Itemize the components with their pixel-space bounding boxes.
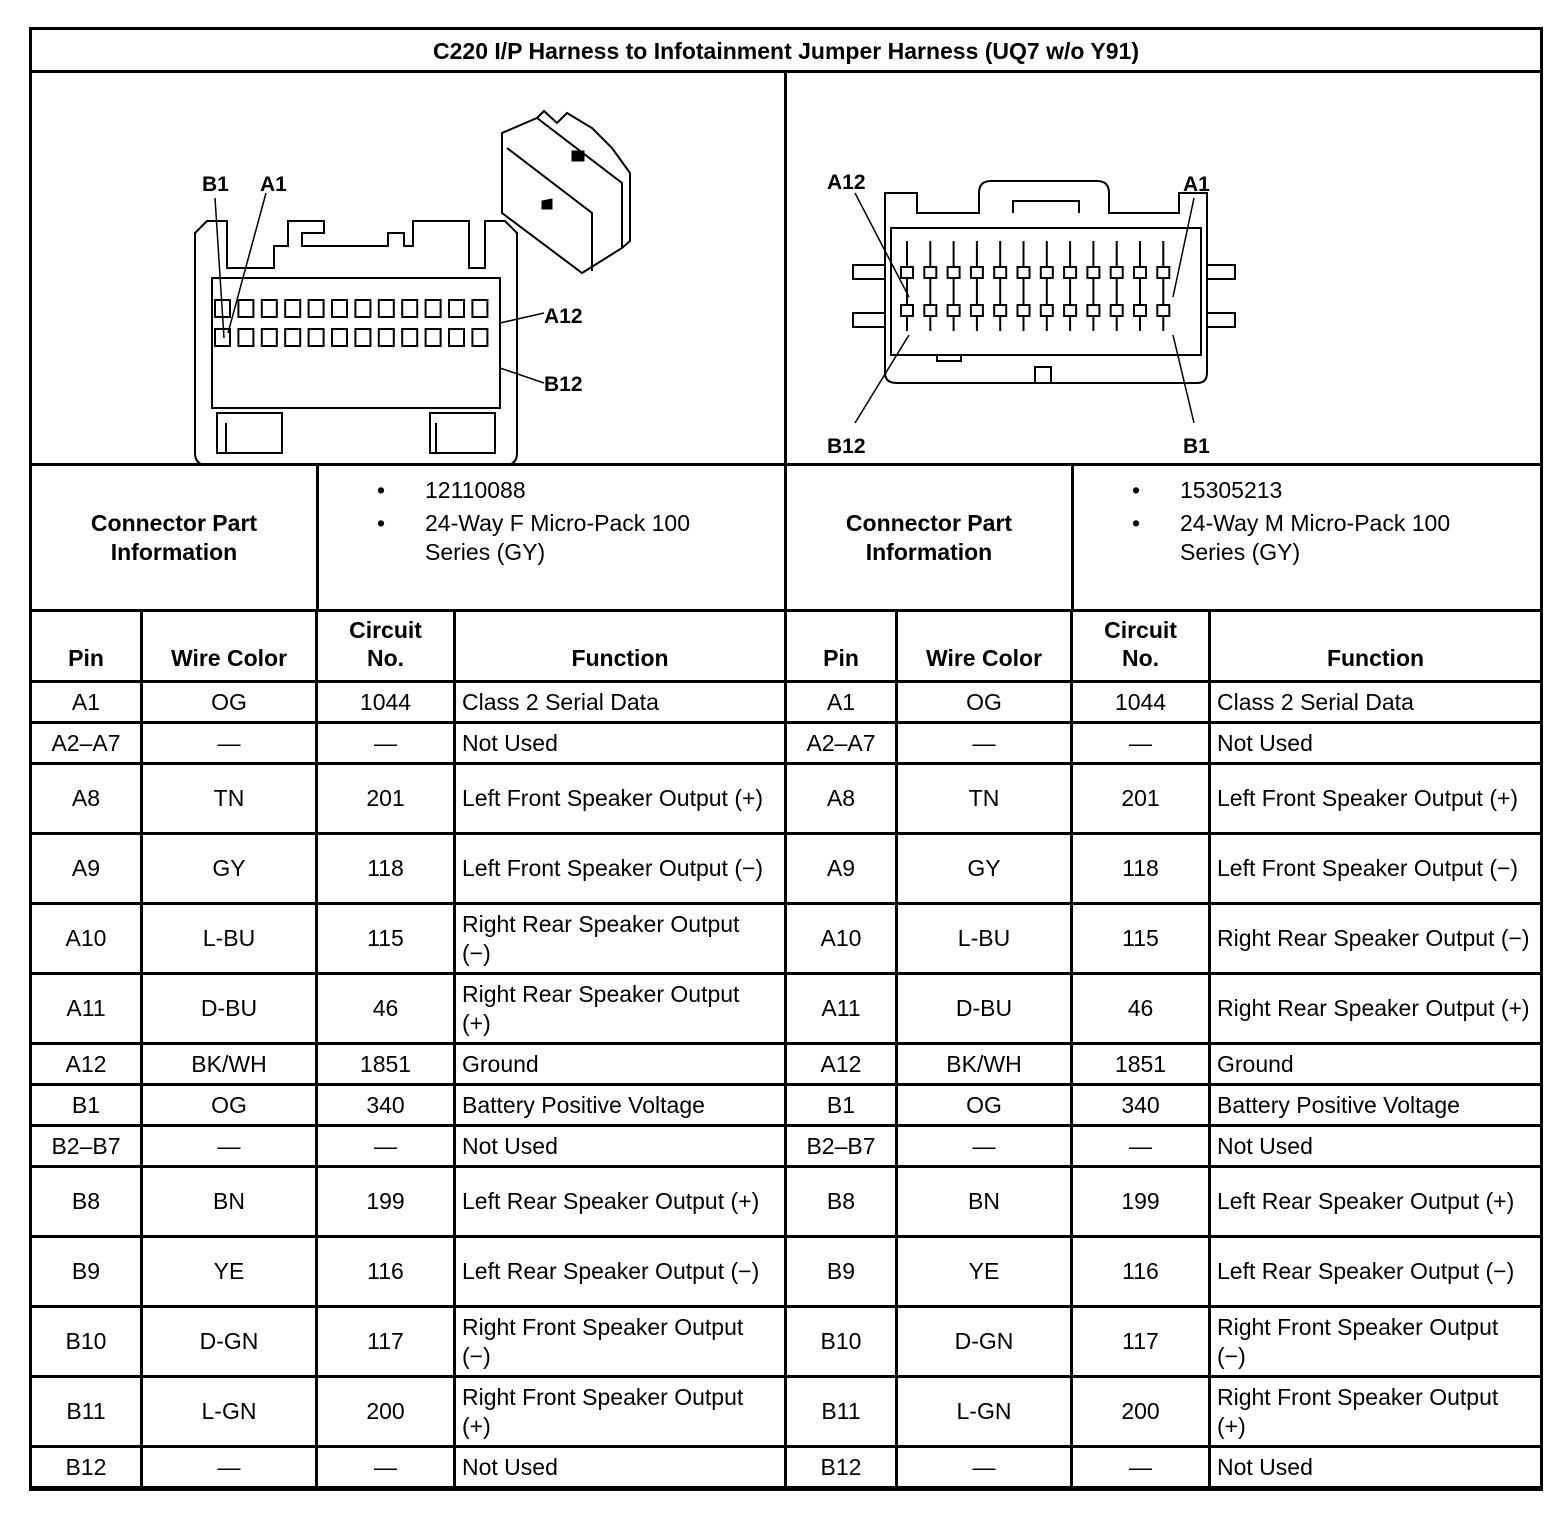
pin-cavity <box>1111 267 1123 278</box>
wire-color-cell: OG <box>897 682 1072 723</box>
pin-cell: B1 <box>786 1085 897 1126</box>
pin-cavity <box>948 305 960 316</box>
pin-cavity <box>971 267 983 278</box>
wire-color-cell: YE <box>142 1237 317 1307</box>
pin-cell: A8 <box>31 764 142 834</box>
wire-color-cell: — <box>897 1447 1072 1488</box>
left-pin-table <box>29 609 787 1489</box>
wire-color-cell: GY <box>142 834 317 904</box>
circuit-cell: 115 <box>1072 904 1210 974</box>
table-row <box>31 1447 786 1488</box>
pin-cavity <box>472 300 487 317</box>
pin-cavity <box>379 329 394 346</box>
function-cell: Left Front Speaker Output (+) <box>455 764 786 834</box>
circuit-cell: — <box>317 1447 455 1488</box>
pin-cavity <box>332 329 347 346</box>
col-header-wire-color: Wire Color <box>142 611 317 682</box>
pin-cell: A11 <box>786 974 897 1044</box>
pin-cavity <box>449 300 464 317</box>
pin-cavity <box>1018 305 1030 316</box>
list-item: • 24-Way M Micro-Pack 100 Series (GY) <box>1132 510 1451 565</box>
pin-cavity <box>1134 305 1146 316</box>
label-a1: A1 <box>1183 173 1210 196</box>
pin-cell: B10 <box>786 1307 897 1377</box>
circuit-cell: 199 <box>1072 1167 1210 1237</box>
pin-cavity <box>332 300 347 317</box>
label-b1: B1 <box>202 173 229 196</box>
circuit-cell: 1044 <box>1072 682 1210 723</box>
wire-color-cell: TN <box>897 764 1072 834</box>
function-cell: Right Rear Speaker Output (+) <box>455 974 786 1044</box>
col-header-pin: Pin <box>31 611 142 682</box>
pin-cavity <box>1157 267 1169 278</box>
function-cell: Left Front Speaker Output (−) <box>1210 834 1542 904</box>
pin-cell: B8 <box>31 1167 142 1237</box>
circuit-cell: 199 <box>317 1167 455 1237</box>
pin-cavity <box>238 300 253 317</box>
circuit-cell: 46 <box>317 974 455 1044</box>
pin-cavity <box>994 267 1006 278</box>
function-cell: Left Rear Speaker Output (−) <box>455 1237 786 1307</box>
wire-color-cell: — <box>142 1447 317 1488</box>
table-row <box>31 974 786 1044</box>
wire-color-cell: BN <box>897 1167 1072 1237</box>
pin-cell: A12 <box>786 1044 897 1085</box>
function-cell: Battery Positive Voltage <box>455 1085 786 1126</box>
function-cell: Battery Positive Voltage <box>1210 1085 1542 1126</box>
pin-cell: B11 <box>31 1377 142 1447</box>
label-b12: B12 <box>827 435 866 458</box>
col-header-wire-color: Wire Color <box>897 611 1072 682</box>
function-cell: Right Front Speaker Output (−) <box>455 1307 786 1377</box>
table-row <box>786 904 1542 974</box>
pin-cavity <box>285 329 300 346</box>
pin-cavity <box>924 305 936 316</box>
wire-color-cell: OG <box>142 682 317 723</box>
wire-color-cell: L-BU <box>142 904 317 974</box>
circuit-cell: 201 <box>1072 764 1210 834</box>
pin-cavity <box>901 267 913 278</box>
function-cell: Right Rear Speaker Output (−) <box>455 904 786 974</box>
table-row <box>31 1044 786 1085</box>
function-cell: Left Rear Speaker Output (+) <box>455 1167 786 1237</box>
pin-cavity <box>1064 305 1076 316</box>
wire-color-cell: D-BU <box>142 974 317 1044</box>
pin-cell: A1 <box>31 682 142 723</box>
function-cell: Not Used <box>1210 723 1542 764</box>
table-row <box>31 904 786 974</box>
pin-cavity <box>285 300 300 317</box>
pin-cavity <box>402 329 417 346</box>
pin-cavity <box>901 305 913 316</box>
wire-color-cell: — <box>897 1126 1072 1167</box>
circuit-cell: — <box>317 1126 455 1167</box>
pin-cavity <box>1157 305 1169 316</box>
wire-color-cell: D-GN <box>897 1307 1072 1377</box>
circuit-cell: 46 <box>1072 974 1210 1044</box>
pin-cavity <box>948 267 960 278</box>
circuit-cell: 340 <box>1072 1085 1210 1126</box>
left-part-info <box>319 476 784 567</box>
pin-cell: A1 <box>786 682 897 723</box>
wire-color-cell: — <box>897 723 1072 764</box>
pin-cell: B11 <box>786 1377 897 1447</box>
function-cell: Class 2 Serial Data <box>455 682 786 723</box>
circuit-cell: 200 <box>317 1377 455 1447</box>
function-cell: Left Rear Speaker Output (+) <box>1210 1167 1542 1237</box>
pin-cell: B12 <box>31 1447 142 1488</box>
circuit-cell: 118 <box>1072 834 1210 904</box>
wire-color-cell: L-GN <box>897 1377 1072 1447</box>
list-item: • 15305213 <box>1132 477 1283 503</box>
function-cell: Class 2 Serial Data <box>1210 682 1542 723</box>
table-row <box>786 974 1542 1044</box>
circuit-cell: 1851 <box>1072 1044 1210 1085</box>
pin-cell: B12 <box>786 1447 897 1488</box>
circuit-cell: 1044 <box>317 682 455 723</box>
wire-color-cell: D-GN <box>142 1307 317 1377</box>
left-connector-diagram <box>32 73 784 466</box>
pin-cavity <box>924 267 936 278</box>
wire-color-cell: — <box>142 723 317 764</box>
wire-color-cell: L-GN <box>142 1377 317 1447</box>
col-header-circuit-no: Circuit No. <box>1072 611 1210 682</box>
pin-cavity <box>449 329 464 346</box>
function-cell: Right Rear Speaker Output (+) <box>1210 974 1542 1044</box>
col-header-circuit-no: Circuit No. <box>317 611 455 682</box>
table-row <box>31 1085 786 1126</box>
col-header-pin: Pin <box>786 611 897 682</box>
right-part-info-label: Connector Part Information <box>845 509 1013 565</box>
circuit-cell: 116 <box>1072 1237 1210 1307</box>
wire-color-cell: BK/WH <box>897 1044 1072 1085</box>
function-cell: Right Rear Speaker Output (−) <box>1210 904 1542 974</box>
label-a12: A12 <box>544 305 583 328</box>
function-cell: Right Front Speaker Output (+) <box>1210 1377 1542 1447</box>
table-row <box>31 723 786 764</box>
pin-cell: A8 <box>786 764 897 834</box>
function-cell: Ground <box>1210 1044 1542 1085</box>
pin-cell: B9 <box>31 1237 142 1307</box>
pin-cavity <box>1134 267 1146 278</box>
wire-color-cell: D-BU <box>897 974 1072 1044</box>
pin-cavity <box>402 300 417 317</box>
circuit-cell: 117 <box>1072 1307 1210 1377</box>
function-cell: Not Used <box>1210 1126 1542 1167</box>
label-b12: B12 <box>544 373 583 396</box>
left-part-info-label: Connector Part Information <box>90 509 258 565</box>
wire-color-cell: BN <box>142 1167 317 1237</box>
function-cell: Right Front Speaker Output (+) <box>455 1377 786 1447</box>
circuit-cell: 117 <box>317 1307 455 1377</box>
wire-color-cell: BK/WH <box>142 1044 317 1085</box>
table-row <box>786 1237 1542 1307</box>
table-row <box>786 1085 1542 1126</box>
pin-cavity <box>262 300 277 317</box>
table-row <box>786 1044 1542 1085</box>
function-cell: Not Used <box>1210 1447 1542 1488</box>
pin-cell: A2–A7 <box>786 723 897 764</box>
col-header-function: Function <box>455 611 786 682</box>
pin-cavity <box>426 300 441 317</box>
label-b1: B1 <box>1183 435 1210 458</box>
table-row <box>31 834 786 904</box>
pin-cell: B9 <box>786 1237 897 1307</box>
table-row <box>786 834 1542 904</box>
pin-cavity <box>355 300 370 317</box>
pin-cell: A9 <box>31 834 142 904</box>
wire-color-cell: TN <box>142 764 317 834</box>
label-a12: A12 <box>827 171 866 194</box>
table-row <box>786 723 1542 764</box>
function-cell: Not Used <box>455 1447 786 1488</box>
table-row <box>786 764 1542 834</box>
right-pin-table <box>784 609 1543 1489</box>
pin-cavity <box>1064 267 1076 278</box>
pin-cell: A10 <box>31 904 142 974</box>
wire-color-cell: OG <box>142 1085 317 1126</box>
pin-cell: A11 <box>31 974 142 1044</box>
pin-cavity <box>1041 305 1053 316</box>
table-row <box>786 682 1542 723</box>
pin-cavity <box>472 329 487 346</box>
function-cell: Right Front Speaker Output (−) <box>1210 1307 1542 1377</box>
right-part-info <box>1074 476 1540 567</box>
pin-cavity <box>1087 267 1099 278</box>
page-title: C220 I/P Harness to Infotainment Jumper Harness (UQ7 w/o Y91) <box>433 38 1139 64</box>
connector-sheet <box>29 27 1543 1491</box>
pin-cavity <box>309 300 324 317</box>
pin-cell: B10 <box>31 1307 142 1377</box>
pin-cell: B2–B7 <box>786 1126 897 1167</box>
pin-cavity <box>994 305 1006 316</box>
pin-cavity <box>309 329 324 346</box>
pin-cavity <box>1087 305 1099 316</box>
circuit-cell: 200 <box>1072 1377 1210 1447</box>
wire-color-cell: L-BU <box>897 904 1072 974</box>
table-row <box>786 1126 1542 1167</box>
table-row <box>31 682 786 723</box>
pin-cell: A12 <box>31 1044 142 1085</box>
wire-color-cell: — <box>142 1126 317 1167</box>
pin-cavity <box>1018 267 1030 278</box>
circuit-cell: — <box>1072 723 1210 764</box>
circuit-cell: 201 <box>317 764 455 834</box>
table-row <box>31 1237 786 1307</box>
pin-cavity <box>971 305 983 316</box>
table-row <box>31 1126 786 1167</box>
circuit-cell: 340 <box>317 1085 455 1126</box>
circuit-cell: 1851 <box>317 1044 455 1085</box>
pin-cavity <box>238 329 253 346</box>
label-a1: A1 <box>260 173 287 196</box>
function-cell: Left Front Speaker Output (+) <box>1210 764 1542 834</box>
pin-cell: A9 <box>786 834 897 904</box>
list-item: • 12110088 <box>377 477 526 503</box>
table-row <box>786 1307 1542 1377</box>
pin-cavity <box>379 300 394 317</box>
circuit-cell: 115 <box>317 904 455 974</box>
pin-cell: B8 <box>786 1167 897 1237</box>
wire-color-cell: GY <box>897 834 1072 904</box>
function-cell: Ground <box>455 1044 786 1085</box>
pin-cell: B1 <box>31 1085 142 1126</box>
function-cell: Not Used <box>455 723 786 764</box>
function-cell: Not Used <box>455 1126 786 1167</box>
table-row <box>786 1447 1542 1488</box>
list-item: • 24-Way F Micro-Pack 100 Series (GY) <box>377 510 690 565</box>
table-row <box>786 1377 1542 1447</box>
right-connector-diagram <box>787 73 1540 466</box>
pin-cavity <box>355 329 370 346</box>
pin-cavity <box>262 329 277 346</box>
pin-cavity <box>1041 267 1053 278</box>
pin-cavity <box>426 329 441 346</box>
pin-cell: A10 <box>786 904 897 974</box>
pin-cavity <box>1111 305 1123 316</box>
table-row <box>31 1307 786 1377</box>
pin-cell: B2–B7 <box>31 1126 142 1167</box>
table-row <box>786 1167 1542 1237</box>
wire-color-cell: YE <box>897 1237 1072 1307</box>
pin-cell: A2–A7 <box>31 723 142 764</box>
circuit-cell: 118 <box>317 834 455 904</box>
circuit-cell: 116 <box>317 1237 455 1307</box>
table-row <box>31 1167 786 1237</box>
col-header-function: Function <box>1210 611 1542 682</box>
function-cell: Left Front Speaker Output (−) <box>455 834 786 904</box>
circuit-cell: — <box>1072 1126 1210 1167</box>
table-row <box>31 764 786 834</box>
circuit-cell: — <box>317 723 455 764</box>
circuit-cell: — <box>1072 1447 1210 1488</box>
wire-color-cell: OG <box>897 1085 1072 1126</box>
table-row <box>31 1377 786 1447</box>
function-cell: Left Rear Speaker Output (−) <box>1210 1237 1542 1307</box>
